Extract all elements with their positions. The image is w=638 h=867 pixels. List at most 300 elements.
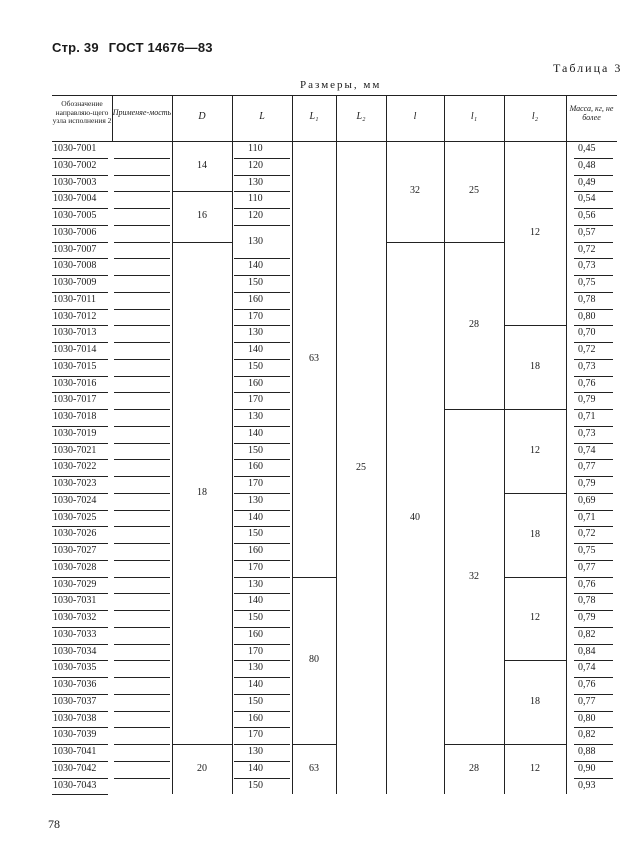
diameter-group-cell: 20 xyxy=(197,763,207,775)
length-cell: 130 xyxy=(248,578,263,590)
length-cell: 110 xyxy=(248,193,263,205)
applicability-row-rule xyxy=(114,711,170,712)
applicability-row-rule xyxy=(114,275,170,276)
mass-row-rule xyxy=(574,593,613,594)
length-row-rule xyxy=(234,510,290,511)
designation-cell: 1030-7042 xyxy=(53,762,97,774)
mass-row-rule xyxy=(574,660,613,661)
length-cell: 140 xyxy=(248,344,263,355)
l2-group-cell: 25 xyxy=(356,461,366,473)
mass-row-rule xyxy=(574,644,613,645)
length-cell: 150 xyxy=(248,779,263,791)
length-cell: 150 xyxy=(248,444,263,456)
mass-cell: 0,71 xyxy=(578,511,596,523)
col-l2-header: L₂ xyxy=(356,111,366,122)
applicability-row-rule xyxy=(114,258,170,259)
length-row-rule xyxy=(234,660,290,661)
applicability-row-rule xyxy=(114,560,170,561)
header-top-rule xyxy=(52,95,617,96)
length-cell-merged: 130 xyxy=(248,235,263,247)
applicability-row-rule xyxy=(114,543,170,544)
designation-row-rule xyxy=(52,175,108,176)
mass-row-rule xyxy=(574,342,613,343)
l1-small-group-cell: 32 xyxy=(469,570,479,582)
body-column-rule xyxy=(292,141,293,794)
length-cell: 170 xyxy=(248,729,263,741)
designation-cell: 1030-7039 xyxy=(53,729,97,741)
l2-small-group-cell: 12 xyxy=(530,444,540,456)
mass-cell: 0,72 xyxy=(578,528,596,540)
applicability-row-rule xyxy=(114,660,170,661)
l1-group-rule xyxy=(292,577,336,578)
designation-row-rule xyxy=(52,644,108,645)
designation-cell: 1030-7003 xyxy=(53,176,97,188)
length-row-rule xyxy=(234,778,290,779)
applicability-row-rule xyxy=(114,577,170,578)
l-small-group-cell: 32 xyxy=(410,185,420,197)
l2-small-group-rule xyxy=(504,493,566,494)
applicability-row-rule xyxy=(114,376,170,377)
mass-cell: 0,93 xyxy=(578,779,596,791)
length-cell: 130 xyxy=(248,411,263,422)
header-column-rule xyxy=(336,95,337,141)
gost-ref: ГОСТ 14676—83 xyxy=(108,40,213,55)
mass-cell: 0,77 xyxy=(578,695,596,707)
header-column-rule xyxy=(172,95,173,141)
page-number: 78 xyxy=(48,817,60,831)
mass-cell: 0,80 xyxy=(578,712,596,724)
mass-row-rule xyxy=(574,493,613,494)
mass-cell: 0,75 xyxy=(578,277,596,288)
designation-cell: 1030-7022 xyxy=(53,461,97,473)
l-small-group-rule xyxy=(386,242,444,243)
designation-cell: 1030-7041 xyxy=(53,746,97,757)
designation-cell: 1030-7034 xyxy=(53,645,97,657)
length-cell: 140 xyxy=(248,511,263,523)
length-cell: 130 xyxy=(248,176,263,188)
length-row-rule xyxy=(234,543,290,544)
designation-row-rule xyxy=(52,275,108,276)
length-cell: 150 xyxy=(248,612,263,623)
designation-cell: 1030-7021 xyxy=(53,444,97,456)
mass-cell: 0,80 xyxy=(578,310,596,322)
mass-cell: 0,75 xyxy=(578,545,596,556)
designation-cell: 1030-7036 xyxy=(53,679,97,690)
mass-row-rule xyxy=(574,191,613,192)
applicability-row-rule xyxy=(114,409,170,410)
mass-cell: 0,71 xyxy=(578,411,596,422)
applicability-row-rule xyxy=(114,761,170,762)
applicability-row-rule xyxy=(114,778,170,779)
designation-cell: 1030-7035 xyxy=(53,662,97,674)
designation-row-rule xyxy=(52,510,108,511)
length-row-rule xyxy=(234,493,290,494)
applicability-row-rule xyxy=(114,359,170,360)
length-cell: 170 xyxy=(248,394,263,406)
length-row-rule xyxy=(234,727,290,728)
designation-cell: 1030-7027 xyxy=(53,545,97,556)
length-row-rule xyxy=(234,325,290,326)
designation-row-rule xyxy=(52,677,108,678)
designation-row-rule xyxy=(52,610,108,611)
designation-cell: 1030-7014 xyxy=(53,344,97,355)
col-l1-small-header: l₁ xyxy=(470,111,478,122)
mass-cell: 0,45 xyxy=(578,143,596,154)
l1-group-rule xyxy=(292,744,336,745)
mass-row-rule xyxy=(574,459,613,460)
l2-small-group-cell: 18 xyxy=(530,361,540,373)
mass-cell: 0,88 xyxy=(578,746,596,757)
designation-cell: 1030-7001 xyxy=(53,143,97,154)
col-l-small-header: l xyxy=(413,111,417,122)
diameter-group-cell: 16 xyxy=(197,210,207,222)
mass-cell: 0,76 xyxy=(578,377,596,389)
mass-cell: 0,74 xyxy=(578,444,596,456)
length-cell: 160 xyxy=(248,545,263,556)
applicability-row-rule xyxy=(114,593,170,594)
designation-row-rule xyxy=(52,577,108,578)
mass-cell: 0,90 xyxy=(578,762,596,774)
length-row-rule xyxy=(234,258,290,259)
mass-row-rule xyxy=(574,275,613,276)
l2-small-group-cell: 12 xyxy=(530,227,540,239)
designation-cell: 1030-7004 xyxy=(53,193,97,205)
mass-row-rule xyxy=(574,426,613,427)
mass-row-rule xyxy=(574,677,613,678)
l1-small-group-cell: 25 xyxy=(469,185,479,197)
designation-cell: 1030-7026 xyxy=(53,528,97,540)
designation-row-rule xyxy=(52,292,108,293)
designation-row-rule xyxy=(52,694,108,695)
l2-small-group-cell: 18 xyxy=(530,528,540,540)
length-row-rule xyxy=(234,191,290,192)
designation-row-rule xyxy=(52,476,108,477)
designation-cell: 1030-7006 xyxy=(53,226,97,238)
applicability-row-rule xyxy=(114,175,170,176)
designation-cell: 1030-7029 xyxy=(53,578,97,590)
length-cell: 150 xyxy=(248,528,263,540)
table-label: Таблица 3 xyxy=(553,61,623,75)
mass-cell: 0,69 xyxy=(578,494,596,506)
l1-group-cell: 63 xyxy=(309,763,319,775)
designation-row-rule xyxy=(52,258,108,259)
header-column-rule xyxy=(444,95,445,141)
mass-cell: 0,54 xyxy=(578,193,596,205)
applicability-row-rule xyxy=(114,644,170,645)
l1-small-group-cell: 28 xyxy=(469,763,479,775)
length-cell: 140 xyxy=(248,679,263,690)
length-cell: 120 xyxy=(248,210,263,221)
applicability-row-rule xyxy=(114,191,170,192)
mass-cell: 0,70 xyxy=(578,327,596,339)
length-row-rule xyxy=(234,677,290,678)
body-column-rule xyxy=(566,141,567,794)
mass-row-rule xyxy=(574,443,613,444)
mass-row-rule xyxy=(574,610,613,611)
dimensions-label: Размеры, мм xyxy=(300,79,382,91)
designation-cell: 1030-7028 xyxy=(53,561,97,573)
applicability-row-rule xyxy=(114,476,170,477)
mass-cell: 0,72 xyxy=(578,243,596,255)
designation-row-rule xyxy=(52,593,108,594)
mass-cell: 0,49 xyxy=(578,176,596,188)
col-l-header: L xyxy=(259,111,265,122)
designation-row-rule xyxy=(52,342,108,343)
l-small-group-cell: 40 xyxy=(410,511,420,523)
designation-row-rule xyxy=(52,225,108,226)
length-cell: 140 xyxy=(248,595,263,607)
designation-cell: 1030-7019 xyxy=(53,427,97,439)
mass-row-rule xyxy=(574,325,613,326)
length-cell: 160 xyxy=(248,628,263,640)
designation-row-rule xyxy=(52,376,108,377)
l2-small-group-rule xyxy=(504,577,566,578)
designation-row-rule xyxy=(52,191,108,192)
mass-row-rule xyxy=(574,577,613,578)
length-row-rule xyxy=(234,526,290,527)
mass-cell: 0,57 xyxy=(578,226,596,238)
mass-cell: 0,76 xyxy=(578,679,596,690)
mass-row-rule xyxy=(574,242,613,243)
length-row-rule xyxy=(234,593,290,594)
designation-row-rule xyxy=(52,409,108,410)
designation-row-rule xyxy=(52,711,108,712)
applicability-row-rule xyxy=(114,677,170,678)
designation-row-rule xyxy=(52,359,108,360)
designation-row-rule xyxy=(52,325,108,326)
designation-row-rule xyxy=(52,242,108,243)
length-row-rule xyxy=(234,610,290,611)
designation-cell: 1030-7015 xyxy=(53,360,97,372)
mass-row-rule xyxy=(574,225,613,226)
mass-row-rule xyxy=(574,476,613,477)
designation-cell: 1030-7024 xyxy=(53,494,97,506)
col-mass-header: Масса, кг, не более xyxy=(569,104,614,122)
applicability-row-rule xyxy=(114,292,170,293)
length-row-rule xyxy=(234,225,290,226)
header-column-rule xyxy=(292,95,293,141)
designation-row-rule xyxy=(52,526,108,527)
length-cell: 170 xyxy=(248,645,263,657)
col-d-header: D xyxy=(198,111,206,122)
mass-row-rule xyxy=(574,208,613,209)
length-row-rule xyxy=(234,392,290,393)
length-row-rule xyxy=(234,577,290,578)
diameter-group-cell: 14 xyxy=(197,160,207,172)
designation-row-rule xyxy=(52,627,108,628)
col-l2-small-header: l₂ xyxy=(531,111,539,122)
designation-row-rule xyxy=(52,543,108,544)
mass-cell: 0,78 xyxy=(578,595,596,607)
designation-cell: 1030-7007 xyxy=(53,243,97,255)
applicability-row-rule xyxy=(114,309,170,310)
l1-small-group-rule xyxy=(444,242,504,243)
length-row-rule xyxy=(234,426,290,427)
applicability-row-rule xyxy=(114,325,170,326)
diameter-group-cell: 18 xyxy=(197,486,207,498)
length-cell: 120 xyxy=(248,159,263,171)
length-row-rule xyxy=(234,627,290,628)
length-cell: 150 xyxy=(248,695,263,707)
designation-cell: 1030-7025 xyxy=(53,511,97,523)
mass-cell: 0,74 xyxy=(578,662,596,674)
designation-row-rule xyxy=(52,778,108,779)
length-row-rule xyxy=(234,292,290,293)
mass-cell: 0,77 xyxy=(578,561,596,573)
body-column-rule xyxy=(444,141,445,794)
col-designation-header: Обозначение направляю-щего узла исполнения 2 xyxy=(52,99,112,125)
length-cell: 130 xyxy=(248,327,263,339)
l2-small-group-rule xyxy=(504,325,566,326)
l2-small-group-cell: 12 xyxy=(530,612,540,624)
l2-small-group-rule xyxy=(504,744,566,745)
designation-cell: 1030-7002 xyxy=(53,159,97,171)
header-column-rule xyxy=(386,95,387,141)
applicability-row-rule xyxy=(114,610,170,611)
applicability-row-rule xyxy=(114,392,170,393)
mass-cell: 0,56 xyxy=(578,210,596,221)
length-row-rule xyxy=(234,694,290,695)
length-row-rule xyxy=(234,761,290,762)
mass-cell: 0,77 xyxy=(578,461,596,473)
length-row-rule xyxy=(234,409,290,410)
body-column-rule xyxy=(232,141,233,794)
mass-cell: 0,72 xyxy=(578,344,596,355)
applicability-row-rule xyxy=(114,627,170,628)
designation-row-rule xyxy=(52,493,108,494)
designation-cell: 1030-7043 xyxy=(53,779,97,791)
length-row-rule xyxy=(234,476,290,477)
designation-cell: 1030-7018 xyxy=(53,411,97,422)
length-cell: 130 xyxy=(248,494,263,506)
mass-row-rule xyxy=(574,560,613,561)
mass-cell: 0,84 xyxy=(578,645,596,657)
length-cell: 130 xyxy=(248,746,263,757)
designation-row-rule xyxy=(52,158,108,159)
l2-small-group-rule xyxy=(504,660,566,661)
mass-cell: 0,73 xyxy=(578,260,596,272)
mass-row-rule xyxy=(574,359,613,360)
designation-cell: 1030-7011 xyxy=(53,293,96,305)
length-row-rule xyxy=(234,459,290,460)
mass-row-rule xyxy=(574,727,613,728)
designation-row-rule xyxy=(52,443,108,444)
col-l1-header: L₁ xyxy=(309,111,319,122)
applicability-row-rule xyxy=(114,242,170,243)
l1-small-group-cell: 28 xyxy=(469,319,479,331)
header-column-rule xyxy=(504,95,505,141)
length-cell: 140 xyxy=(248,427,263,439)
l2-small-group-cell: 18 xyxy=(530,696,540,708)
length-row-rule xyxy=(234,359,290,360)
length-row-rule xyxy=(234,342,290,343)
diameter-group-rule xyxy=(172,242,232,243)
applicability-row-rule xyxy=(114,426,170,427)
applicability-row-rule xyxy=(114,510,170,511)
length-row-rule xyxy=(234,744,290,745)
diameter-group-rule xyxy=(172,744,232,745)
applicability-row-rule xyxy=(114,443,170,444)
length-row-rule xyxy=(234,309,290,310)
diameter-group-rule xyxy=(172,191,232,192)
designation-cell: 1030-7038 xyxy=(53,712,97,724)
applicability-row-rule xyxy=(114,727,170,728)
length-row-rule xyxy=(234,158,290,159)
mass-row-rule xyxy=(574,292,613,293)
designation-row-rule xyxy=(52,392,108,393)
designation-cell: 1030-7031 xyxy=(53,595,97,607)
designation-row-rule xyxy=(52,744,108,745)
mass-row-rule xyxy=(574,761,613,762)
l1-group-cell: 80 xyxy=(309,654,319,666)
length-cell: 110 xyxy=(248,143,263,154)
page-header xyxy=(52,40,213,55)
applicability-row-rule xyxy=(114,208,170,209)
designation-cell: 1030-7016 xyxy=(53,377,97,389)
length-row-rule xyxy=(234,175,290,176)
length-cell: 160 xyxy=(248,461,263,473)
body-column-rule xyxy=(386,141,387,794)
length-cell: 150 xyxy=(248,277,263,288)
body-column-rule xyxy=(172,141,173,794)
mass-cell: 0,79 xyxy=(578,612,596,623)
designation-row-rule xyxy=(52,660,108,661)
header-bottom-rule xyxy=(52,141,617,142)
designation-cell: 1030-7032 xyxy=(53,612,97,623)
designation-row-rule xyxy=(52,208,108,209)
mass-row-rule xyxy=(574,309,613,310)
designation-cell: 1030-7008 xyxy=(53,260,97,272)
l1-small-group-rule xyxy=(444,744,504,745)
mass-row-rule xyxy=(574,526,613,527)
length-cell: 140 xyxy=(248,762,263,774)
mass-row-rule xyxy=(574,158,613,159)
mass-row-rule xyxy=(574,694,613,695)
designation-cell: 1030-7012 xyxy=(53,310,97,322)
applicability-row-rule xyxy=(114,694,170,695)
designation-row-rule xyxy=(52,426,108,427)
mass-cell: 0,78 xyxy=(578,293,596,305)
mass-row-rule xyxy=(574,744,613,745)
mass-row-rule xyxy=(574,376,613,377)
length-cell: 170 xyxy=(248,310,263,322)
l1-small-group-rule xyxy=(444,409,504,410)
mass-cell: 0,79 xyxy=(578,478,596,489)
mass-cell: 0,76 xyxy=(578,578,596,590)
length-row-rule xyxy=(234,208,290,209)
mass-cell: 0,79 xyxy=(578,394,596,406)
header-column-rule xyxy=(112,95,113,141)
length-cell: 140 xyxy=(248,260,263,272)
mass-row-rule xyxy=(574,409,613,410)
length-row-rule xyxy=(234,443,290,444)
designation-row-rule xyxy=(52,459,108,460)
applicability-row-rule xyxy=(114,225,170,226)
length-row-rule xyxy=(234,560,290,561)
mass-row-rule xyxy=(574,627,613,628)
mass-row-rule xyxy=(574,778,613,779)
length-cell: 150 xyxy=(248,360,263,372)
designation-cell: 1030-7005 xyxy=(53,210,97,221)
mass-cell: 0,82 xyxy=(578,628,596,640)
mass-row-rule xyxy=(574,175,613,176)
header-column-rule xyxy=(232,95,233,141)
length-cell: 170 xyxy=(248,561,263,573)
applicability-row-rule xyxy=(114,158,170,159)
designation-row-rule xyxy=(52,560,108,561)
applicability-row-rule xyxy=(114,459,170,460)
mass-cell: 0,73 xyxy=(578,360,596,372)
